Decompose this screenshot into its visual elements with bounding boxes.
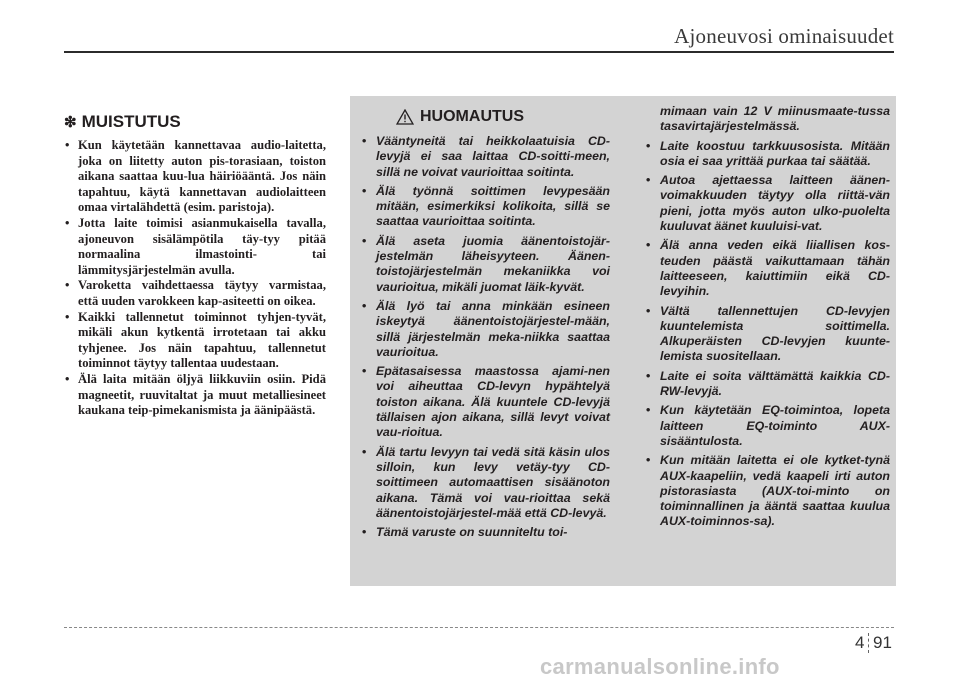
caution-item: • Laite koostuu tarkkuusosista. Mitään osia ei saa yrittää purkaa tai säätää. <box>640 139 890 170</box>
notice-section <box>64 112 326 419</box>
caution-item: • Kun käytetään EQ-toimintoa, lopeta laitteen EQ-toiminto AUX-sisääntulosta. <box>640 403 890 449</box>
caution-item: • Älä tartu levyyn tai vedä sitä käsin ulos silloin, kun levy vetäy-tyy CD-soittimeen automaattisen sisäänoton aikana. Tämä voi vau-rioittaa sekä äänentoistojärjestel-mää että CD-levyä. <box>356 445 610 521</box>
caution-item: • Vältä tallennettujen CD-levyjen kuuntelemista soittimella. Alkuperäisten CD-levyjen kuunte-lemista suositellaan. <box>640 304 890 365</box>
notice-title-text: MUISTUTUS <box>81 112 181 131</box>
watermark: carmanualsonline.info <box>540 654 780 679</box>
header-rule <box>64 51 894 53</box>
caution-item: • Älä lyö tai anna minkään esineen iskeytyä äänentoistojärjestel-mään, sillä järjestelmän meka-niikka saattaa vaurioitua. <box>356 299 610 360</box>
chapter-number: 4 <box>855 633 865 652</box>
notice-item: • Kaikki tallennetut toiminnot tyhjen-tyvät, mikäli akun kytkentä irrotetaan tai akku tyhjenee. Jos näin tapahtuu, tallennetut toiminnot täytyy tallentaa uudestaan. <box>64 310 326 372</box>
caution-column-1 <box>356 96 610 544</box>
notice-item: • Kun käytetään kannettavaa audio-laitetta, joka on liitetty auton pis-torasiaan, toiston aikana saattaa kuu-lua häiriöääntä. Jos näin tapahtuu, käytä kannettavan audiolaitteen omaa virtalähdettä (esim. paristoja). <box>64 138 326 216</box>
warning-triangle-icon <box>396 109 414 125</box>
caution-item: • Laite ei soita välttämättä kaikkia CD-RW-levyjä. <box>640 369 890 400</box>
caution-list-1 <box>356 134 610 540</box>
caution-item: • Autoa ajettaessa laitteen äänen-voimakkuuden täytyy olla riittä-vän pieni, jotta myös auton ulko-puolelta kuuluvat äänet kuuluisi-vat. <box>640 173 890 234</box>
notice-item: • Jotta laite toimisi asianmukaisella tavalla, ajoneuvon sisälämpötila täy-tyy pitää normaalina ilmastointi- tai lämmitysjärjestelmän avulla. <box>64 216 326 278</box>
caution-box <box>350 96 896 586</box>
notice-list <box>64 138 326 419</box>
notice-item: • Varoketta vaihdettaessa täytyy varmistaa, että uuden varokkeen kap-asiteetti on oikea. <box>64 278 326 309</box>
notice-item: • Älä laita mitään öljyä liikkuviin osiin. Pidä magneetit, ruuvitaltat ja muut metalliesineet kaukana teip-pimekanismista ja äänipäästä. <box>64 372 326 419</box>
caution-item-continued: mimaan vain 12 V miinusmaate-tussa tasavirtajärjestelmässä. <box>660 104 890 134</box>
page-number: 91 <box>873 633 892 652</box>
caution-header <box>356 106 610 128</box>
caution-column-2 <box>640 96 890 534</box>
header-title: Ajoneuvosi ominaisuudet <box>674 24 894 48</box>
caution-item: • Vääntyneitä tai heikkolaatuisia CD-levyjä ei saa laittaa CD-soitti-meen, sillä ne voivat vaurioittaa soitinta. <box>356 134 610 180</box>
footer-rule <box>64 627 894 628</box>
caution-item: • Älä aseta juomia äänentoistojär-jestelmän läheisyyteen. Äänen-toistojärjestelmän mekaniikka voi vaurioitua, mikäli juomat läik-kyvät. <box>356 234 610 295</box>
caution-list-2 <box>640 104 890 530</box>
caution-item: • Epätasaisessa maastossa ajami-nen voi aiheuttaa CD-levyn hypähtelyä toiston aikana. Älä kuuntele CD-levyjä tällaisen ajon aikana, sillä levyt voivat vau-rioitua. <box>356 364 610 440</box>
caution-item: • Kun mitään laitetta ei ole kytket-tynä AUX-kaapeliin, vedä kaapeli irti auton pistorasiasta (AUX-toi-minto on toiminnallinen ja ääntä saattaa kuulua AUX-toiminnos-sa). <box>640 453 890 529</box>
asterisk-icon: ❇ <box>64 114 77 131</box>
caution-item: • Älä työnnä soittimen levypesään mitään, esimerkiksi kolikoita, sillä se saattaa vaurioittaa soitinta. <box>356 184 610 230</box>
caution-title: HUOMAUTUS <box>420 108 524 126</box>
caution-item: • Älä anna veden eikä liiallisen kos-teuden päästä vaikuttamaan tähän laitteeseen, kaiuttimiin eikä CD-levyihin. <box>640 238 890 299</box>
caution-item: • Tämä varuste on suunniteltu toi- <box>356 525 610 540</box>
notice-title <box>64 112 326 132</box>
page-number-separator <box>868 633 869 653</box>
